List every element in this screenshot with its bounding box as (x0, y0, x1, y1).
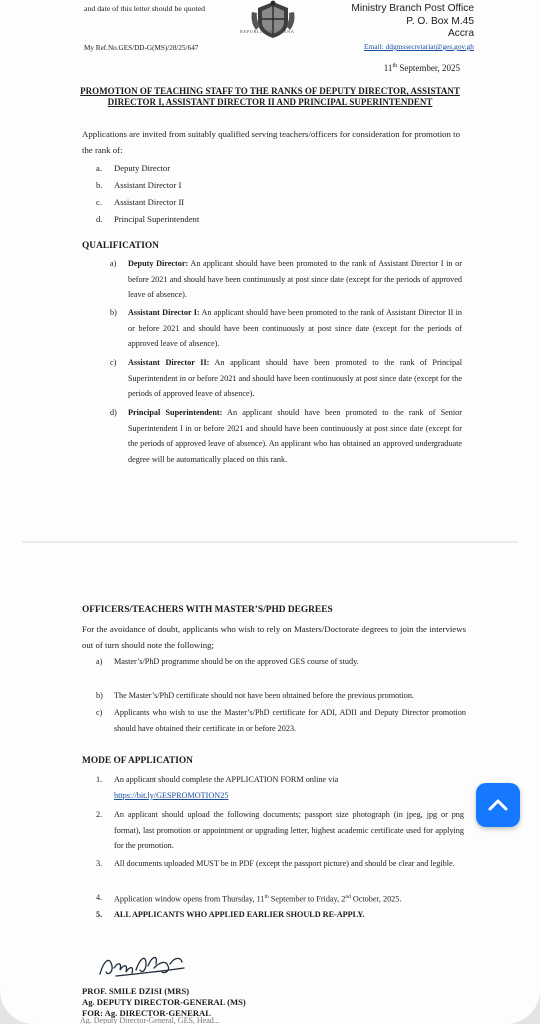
qualification-text: An applicant should have been promoted to the rank of Principal Superintendent in or before 2021 and should have been continuously at post since date (except for the periods of approved leave of absence). (128, 358, 462, 399)
rank-label: Deputy Director (114, 163, 171, 173)
mode-item (96, 890, 464, 907)
mode-heading: MODE OF APPLICATION (82, 756, 193, 766)
date-day: 11 (383, 63, 393, 73)
signatory-name: PROF. SMILE DZISI (MRS) (82, 986, 190, 996)
qualification-term: Principal Superintendent: (128, 408, 223, 417)
masters-intro: For the avoidance of doubt, applicants who wish to rely on Masters/Doctorate degrees to join the interviews out of turn should note the following; (82, 624, 466, 650)
qualification-marker: b) (110, 308, 117, 317)
masters-heading: OFFICERS/TEACHERS WITH MASTER’S/PHD DEGREES (82, 605, 333, 615)
intro-paragraph: Applications are invited from suitably qualified serving teachers/officers for consideration for promotion to the rank of: (82, 129, 460, 155)
mode-text: October, 2025. (350, 894, 402, 904)
application-form-link[interactable]: https://bit.ly/GESPROMOTION25 (114, 790, 229, 800)
mode-text: An applicant should upload the following documents; passport size photograph (in jpeg, jpg or png format), last promotion or appointment or upgrading letter, highest academic certificate used for applying for the promotion. (114, 810, 464, 851)
scroll-to-top-button[interactable] (476, 783, 520, 827)
signature-image (96, 948, 192, 982)
rank-marker: d. (96, 214, 103, 224)
office-address (351, 3, 474, 41)
masters-item (96, 688, 466, 704)
mode-marker: 3. (96, 859, 103, 868)
qualification-heading: QUALIFICATION (82, 241, 159, 251)
mode-text: September to Friday, 2 (268, 894, 346, 904)
masters-marker: c) (96, 708, 103, 717)
rank-item (96, 197, 184, 207)
rank-marker: b. (96, 180, 103, 190)
mode-text: Application window opens from Thursday, 11 (114, 894, 265, 904)
qualification-text: An applicant should have been promoted to the rank of Assistant Director I in or before 2021 and should have been continuously at post since date (except for the periods of approved leave of absence). (128, 259, 462, 300)
letter-title: PROMOTION OF TEACHING STAFF TO THE RANKS OF DEPUTY DIRECTOR, ASSISTANT DIRECTOR I, ASSISTANT DIRECTOR II AND PRINCIPAL SUPERINTENDENT (80, 86, 460, 107)
qualification-item (110, 405, 462, 467)
rank-label: Assistant Director II (114, 197, 185, 207)
address-line: P. O. Box M.45 (406, 15, 474, 27)
chevron-up-icon (488, 798, 508, 812)
masters-text: Applicants who wish to use the Master’s/PhD certificate for ADI, ADII and Deputy Director promotion should have obtained their certificate in or before 2023. (114, 708, 466, 733)
crest-caption: REPUBLIC OF GHANA (240, 29, 295, 34)
mode-text: An applicant should complete the APPLICATION FORM online via (114, 775, 339, 784)
mode-item (96, 807, 464, 854)
mode-item (96, 907, 464, 923)
rank-marker: c. (96, 197, 102, 207)
date-suffix: nd (345, 894, 351, 900)
masters-text: Master’s/PhD programme should be on the approved GES course of study. (114, 657, 359, 666)
rank-label: Assistant Director I (114, 180, 182, 190)
reference-number: My Ref.No.GES/DD-G(MS)/28/25/647 (84, 44, 199, 52)
rank-marker: a. (96, 163, 102, 173)
masters-item (96, 705, 466, 736)
rank-item (96, 214, 199, 224)
cut-off-line: Ag. Deputy Director-General, GES, Head... (80, 1016, 220, 1024)
mode-marker: 4. (96, 893, 103, 902)
qualification-text: An applicant should have been promoted to the rank of Assistant Director II in or before 2021 and should have been continuously at post since date (except for the periods of approved leave of absence). (128, 308, 462, 349)
qualification-marker: d) (110, 408, 117, 417)
mode-marker: 5. (96, 910, 103, 919)
page-divider (22, 541, 518, 543)
qualification-term: Deputy Director: (128, 259, 189, 268)
address-line: Ministry Branch Post Office (351, 3, 474, 14)
qualification-item (110, 305, 462, 352)
qualification-item (110, 355, 462, 402)
signatory-for: FOR: Ag. DIRECTOR-GENERAL (82, 1008, 211, 1018)
signatory-role: Ag. DEPUTY DIRECTOR-GENERAL (MS) (82, 997, 246, 1007)
mode-marker: 1. (96, 775, 103, 784)
masters-item (96, 654, 466, 670)
masters-marker: a) (96, 657, 103, 666)
coat-of-arms-icon (248, 0, 298, 40)
qualification-marker: c) (110, 358, 117, 367)
masters-marker: b) (96, 691, 103, 700)
qualification-item (110, 256, 462, 303)
reference-note: and date of this letter should be quoted (84, 4, 206, 13)
address-line: Accra (447, 28, 474, 39)
email-link[interactable]: Email: ddgmssecretariat@ges.gov.gh (364, 42, 474, 51)
date-rest: September, 2025 (397, 63, 460, 73)
qualification-term: Assistant Director I: (128, 308, 200, 317)
mode-text: All documents uploaded MUST be in PDF (except the passport picture) and should be clear and legible. (114, 859, 455, 868)
date-suffix: th (392, 63, 398, 69)
mode-item (96, 772, 464, 803)
masters-text: The Master’s/PhD certificate should not have been obtained before the previous promotion. (114, 691, 414, 700)
rank-label: Principal Superintendent (114, 214, 200, 224)
mode-item (96, 856, 464, 872)
letter-date (384, 63, 460, 73)
mode-text: ALL APPLICANTS WHO APPLIED EARLIER SHOULD RE-APPLY. (114, 910, 365, 919)
rank-item (96, 163, 170, 173)
qualification-text: An applicant should have been promoted to the rank of Senior Superintendent I in or before 2021 and should have been continuously at post since date (except for the periods of approved leave of absence). An applicant who has obtained an approved undergraduate degree will be automatically placed on this rank. (128, 408, 462, 464)
rank-item (96, 180, 181, 190)
mode-marker: 2. (96, 810, 103, 819)
qualification-marker: a) (110, 259, 117, 268)
qualification-term: Assistant Director II: (128, 358, 210, 367)
date-suffix: th (264, 894, 269, 900)
